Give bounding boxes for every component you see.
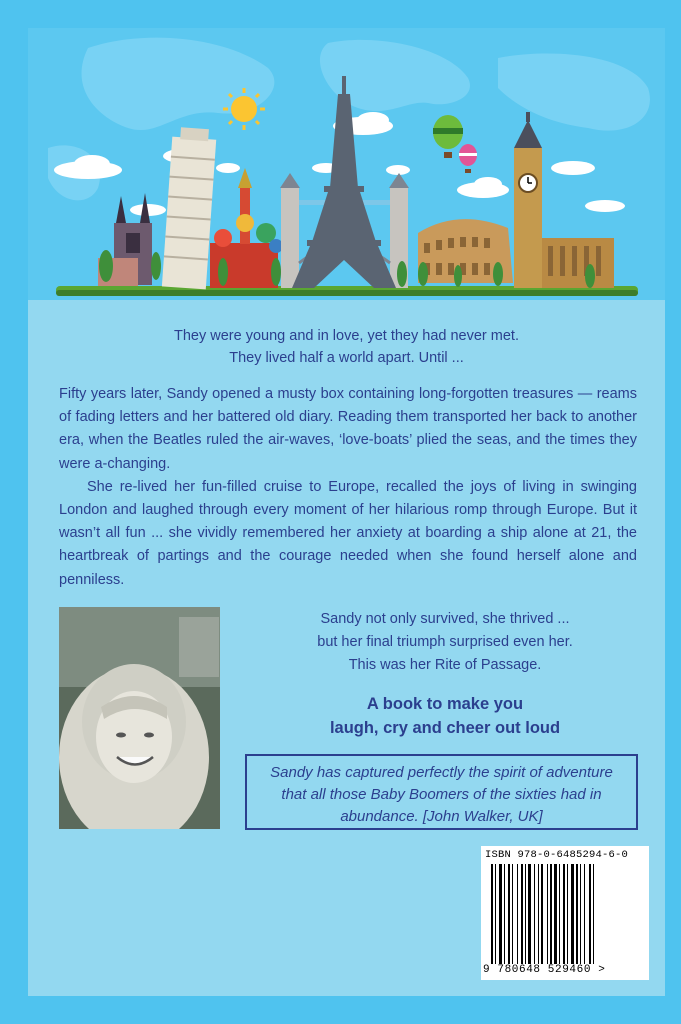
synopsis (59, 383, 637, 592)
barcode-bar (571, 864, 574, 964)
barcode-bar (528, 864, 531, 964)
isbn-barcode (481, 846, 649, 980)
barcode-bar (550, 864, 552, 964)
barcode-bar (593, 864, 594, 964)
barcode-bar (521, 864, 523, 964)
barcode-bar (554, 864, 557, 964)
barcode-bar (491, 864, 493, 964)
author-photo (59, 607, 220, 829)
barcode-bar (508, 864, 510, 964)
closing-line-1: Sandy not only survived, she thrived ... (320, 611, 570, 627)
closing-line-3: This was her Rite of Passage. (348, 657, 542, 673)
tagline-line-1: A book to make you (366, 695, 524, 713)
barcode-bar (559, 864, 560, 964)
hot-air-balloon-icon (433, 115, 477, 173)
quote-line-3: abundance. [John Walker, UK] (340, 808, 543, 825)
synopsis-paragraph-2: She re-lived her fun-filled cruise to Europe, recalled the joys of living in swinging London and laughed through every moment of her hilarious romp through Europe. But it wasn’t all fun ... she vividly remembered her anxiety at boarding a ship alone at 21, the heartbreak of partings and the courage needed when she found herself alone and penniless. (59, 478, 637, 588)
big-ben-icon (514, 112, 614, 288)
europe-landmarks-illustration (28, 28, 665, 300)
barcode-bar (499, 864, 502, 964)
barcode-bar (584, 864, 585, 964)
barcode-bar (504, 864, 505, 964)
barcode-bar (512, 864, 513, 964)
intro-line-2: They lived half a world apart. Until ... (229, 350, 464, 366)
barcode-bar (547, 864, 548, 964)
barcode-bar (534, 864, 535, 964)
intro-line-1: They were young and in love, yet they had never met. (174, 328, 519, 344)
barcode-digits: 9 780648 529460 > (483, 964, 606, 976)
tagline (252, 692, 638, 740)
closing-text (252, 608, 638, 677)
barcode-bar (576, 864, 578, 964)
barcode-bar (495, 864, 496, 964)
barcode-bar (567, 864, 568, 964)
barcode-bar (580, 864, 581, 964)
quote-line-2: that all those Baby Boomers of the sixties had in (281, 786, 602, 803)
barcode-bar (517, 864, 518, 964)
isbn-label: ISBN 978-0-6485294-6-0 (485, 849, 629, 861)
quote-line-1: Sandy has captured perfectly the spirit of adventure (270, 764, 613, 781)
barcode-bar (525, 864, 526, 964)
barcode-bar (541, 864, 543, 964)
closing-line-2: but her final triumph surprised even her. (317, 634, 573, 650)
barcode-bar (563, 864, 565, 964)
intro-text (58, 325, 635, 369)
review-quote (245, 754, 638, 830)
synopsis-paragraph-1: Fifty years later, Sandy opened a musty box containing long-forgotten treasures — reams of fading letters and her battered old diary. Reading them transported her back to another era, when the Beatles ruled the air-waves, ‘love-boats’ plied the seas, and the times they were a-changing. (59, 386, 637, 472)
barcode-bar (538, 864, 539, 964)
landmarks-svg (28, 28, 665, 300)
barcode-bar (589, 864, 591, 964)
barcode-bars (491, 864, 641, 964)
tagline-line-2: laugh, cry and cheer out loud (329, 719, 561, 737)
